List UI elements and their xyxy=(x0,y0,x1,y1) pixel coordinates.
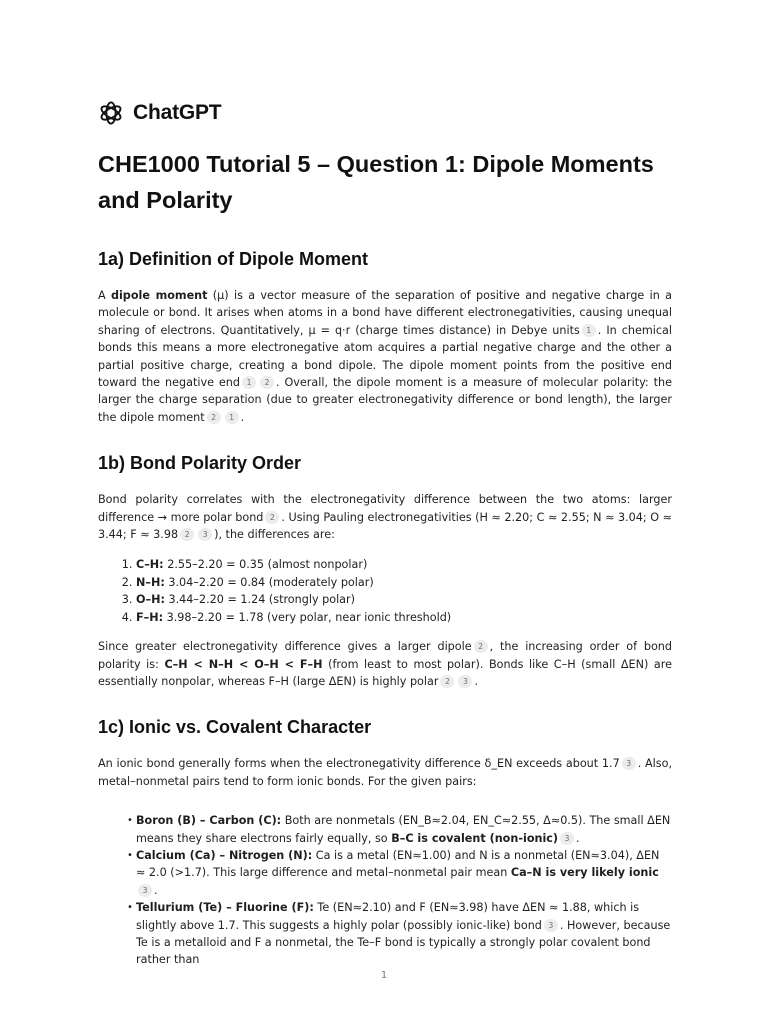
term-dipole-moment: dipole moment xyxy=(110,289,208,302)
paragraph-ionic-covalent: An ionic bond generally forms when the electronegativity difference δ_EN exceeds about 1.7 3 . Also, metal–nonmetal pairs tend to form ionic bonds. For the given pairs: xyxy=(98,757,672,788)
citation-badge[interactable]: 3 xyxy=(544,919,558,932)
citation-badge[interactable]: 2 xyxy=(474,640,488,653)
list-item: 4. F–H: 3.98–2.20 = 1.78 (very polar, near ionic threshold) xyxy=(136,609,672,626)
citation-badge[interactable]: 3 xyxy=(138,884,152,897)
citation-badge[interactable]: 1 xyxy=(582,324,596,337)
section-heading-1c: 1c) Ionic vs. Covalent Character xyxy=(98,717,372,738)
list-item: 2. N–H: 3.04–2.20 = 0.84 (moderately polar) xyxy=(136,574,672,591)
list-item: 1. C–H: 2.55–2.20 = 0.35 (almost nonpolar) xyxy=(136,556,672,573)
en-difference-list xyxy=(98,556,672,626)
bond-pair-list xyxy=(98,812,672,969)
page-number: 1 xyxy=(380,970,388,981)
citation-badge[interactable]: 3 xyxy=(622,757,636,770)
citation-badge[interactable]: 2 xyxy=(260,376,274,389)
paragraph-bond-polarity: Bond polarity correlates with the electronegativity difference between the two atoms: larger difference → more polar bond 2 . Using Pauling electronegativities (H ≈ 2.20; C ≈ 2.55; N ≈ 3.04; O ≈ 3.44; F ≈ 3.98 2 3 ), the differences are: xyxy=(98,493,672,542)
citation-badge[interactable]: 3 xyxy=(198,528,212,541)
page-title: CHE1000 Tutorial 5 – Question 1: Dipole Moments and Polarity xyxy=(98,151,654,213)
brand-name: ChatGPT xyxy=(133,101,222,124)
polarity-order: C–H < N–H < O–H < F–H xyxy=(164,657,323,671)
citation-badge[interactable]: 2 xyxy=(440,675,454,688)
brand-header xyxy=(98,100,221,126)
section-heading-1b: 1b) Bond Polarity Order xyxy=(98,453,302,474)
citation-badge[interactable]: 2 xyxy=(207,411,221,424)
openai-knot-icon xyxy=(98,100,124,126)
paragraph-polarity-order: Since greater electronegativity difference gives a larger dipole 2 , the increasing order of bond polarity is: C–H < N–H < O–H < F–H (from least to most polar). Bonds like C–H (small ΔEN) are essentially nonpolar, whereas F–H (large ΔEN) is highly polar 2 3 . xyxy=(98,640,672,688)
list-item: • Calcium (Ca) – Nitrogen (N): Ca is a metal (EN≈1.00) and N is a nonmetal (EN≈3.04), ΔEN ≈ 2.0 (>1.7). This large difference and metal–nonmetal pair mean Ca–N is very likely ionic3 . xyxy=(136,847,672,899)
document-body xyxy=(98,146,672,969)
list-item: • Tellurium (Te) – Fluorine (F): Te (EN≈2.10) and F (EN≈3.98) have ΔEN ≈ 1.88, which is slightly above 1.7. This suggests a highly polar (possibly ionic-like) bond 3 . However, because Te is a metalloid and F a nonmetal, the Te–F bond is typically a strongly polar covalent bond rather than xyxy=(136,899,672,969)
paragraph-dipole-definition: A dipole moment (μ) is a vector measure of the separation of positive and negative charge in a molecule or bond. It arises when atoms in a bond have different electronegativities, causing unequal sharing of electrons. Quantitatively, μ = q·r (charge times distance) in Debye units 1 . In chemical bonds this means a more electronegative atom acquires a partial negative charge and the other a partial positive charge, creating a bond dipole. The dipole moment points from the positive end toward the negative end 1 2 . Overall, the dipole moment is a measure of molecular polarity: the larger the charge separation (due to greater electronegativity difference or bond length), the larger the dipole moment 2 1 . xyxy=(98,289,672,424)
citation-badge[interactable]: 3 xyxy=(458,675,472,688)
list-item: • Boron (B) – Carbon (C): Both are nonmetals (EN_B≈2.04, EN_C≈2.55, Δ≈0.5). The small ΔEN means they share electrons fairly equally, so B–C is covalent (non-ionic) 3 . xyxy=(136,812,672,847)
citation-badge[interactable]: 3 xyxy=(560,832,574,845)
citation-badge[interactable]: 1 xyxy=(242,376,256,389)
citation-badge[interactable]: 2 xyxy=(265,511,279,524)
citation-badge[interactable]: 1 xyxy=(225,411,239,424)
section-heading-1a: 1a) Definition of Dipole Moment xyxy=(98,249,368,269)
list-item: 3. O–H: 3.44–2.20 = 1.24 (strongly polar) xyxy=(136,591,672,608)
citation-badge[interactable]: 2 xyxy=(180,528,194,541)
